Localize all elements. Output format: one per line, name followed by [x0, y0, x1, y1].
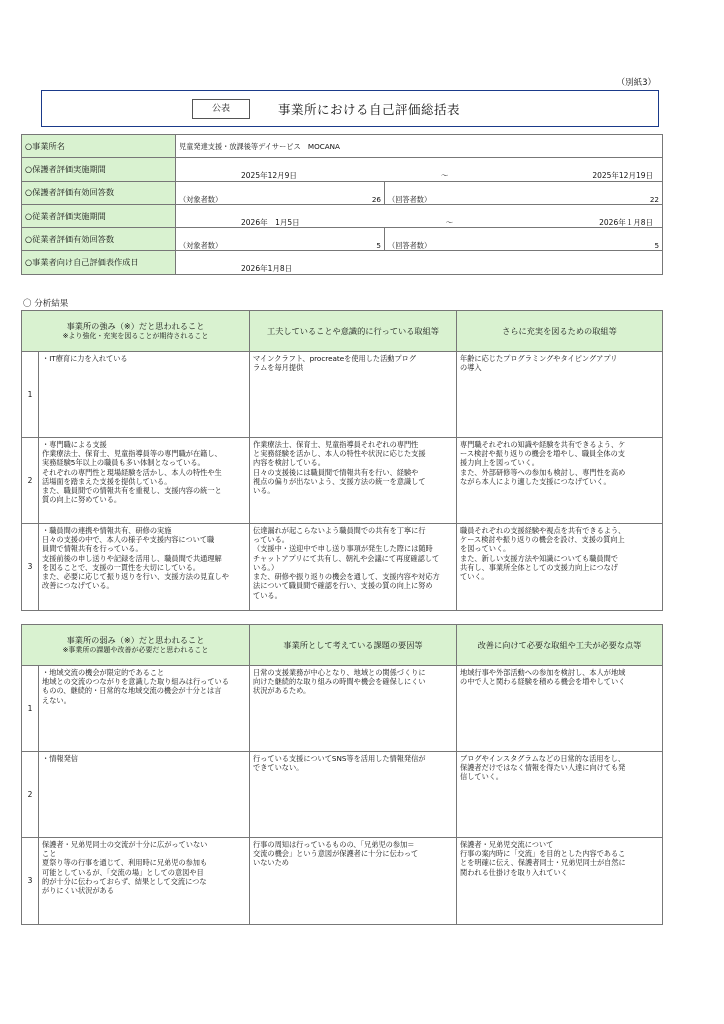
- staff-valid-label: ○従業者評価有効回答数: [22, 228, 176, 251]
- table-row: [22, 838, 663, 925]
- staff-period-value: [176, 204, 663, 227]
- staff-target-value: 5: [376, 241, 381, 251]
- cause-cell: 行っている支援についてSNS等を活用した情報発信が できていない。: [250, 752, 457, 838]
- strengths-efforts-header: 工夫していることや意識的に行っている取組等: [250, 311, 457, 352]
- improve-cell: 専門職それぞれの知識や経験を共有できるよう、ケ ース検討や振り返りの機会を増やし、職員全体の支 援力向上を図っていく。 また、外部研修等への参加も検討し、専門性を高め ながら本人により適した支援につなげていく。: [457, 438, 663, 524]
- row-number: 3: [22, 524, 39, 611]
- public-badge: 公表: [192, 99, 250, 119]
- action-cell: 保護者・兄弟児交流について 行事の案内時に「交流」を目的とした内容であるこ とを明確に伝え、保護者同士・兄弟児同士が自然に 関われる仕掛けを取り入れていく: [457, 838, 663, 925]
- strength-cell: ・専門職による支援 作業療法士、保育士、児童指導員等の専門職が在籍し、 実務経験5年以上の職員も多い体制となっている。 それぞれの専門性と現場経験を活かし、本人の特性や生 活場面を踏まえた支援を提供している。 また、職員間での情報共有を重視し、支援内容の統一と 質の向上に努めている。: [39, 438, 250, 524]
- weakness-cell: ・情報発信: [39, 752, 250, 838]
- weaknesses-table: [21, 624, 663, 925]
- target-count-label: （対象者数）: [179, 241, 223, 251]
- strengths-improve-header: さらに充実を図るための取組等: [457, 311, 663, 352]
- effort-cell: マインクラフト、procreateを使用した活動プログ ラムを毎月提供: [250, 352, 457, 438]
- action-cell: ブログやインスタグラムなどの日常的な活用をし、 保護者だけではなく情報を得たい人達に向けても発 信していく。: [457, 752, 663, 838]
- improve-cell: 職員それぞれの支援経験や視点を共有できるよう、 ケース検討や振り返りの機会を設け、支援の質向上 を図っていく。 また、新しい支援方法や知識についても職員間で 共有し、事業所全体としての支援力向上につなげ ていく。: [457, 524, 663, 611]
- strengths-header: [22, 311, 250, 352]
- office-name-label: ○事業所名: [22, 135, 176, 158]
- strengths-header-title: 事業所の強み（※）だと思われること: [66, 321, 205, 332]
- created-date-value: [176, 251, 663, 274]
- staff-answer-value: 5: [654, 241, 660, 251]
- cause-cell: 行事の周知は行っているものの、「兄弟児の参加＝ 交流の機会」という意図が保護者に十分に伝わって いないため: [250, 838, 457, 925]
- action-cell: 地域行事や外部活動への参加を検討し、本人が地域 の中で人と関わる経験を積める機会を増やしていく: [457, 666, 663, 752]
- staff-target-cell: [176, 228, 385, 251]
- title-box: [41, 90, 659, 127]
- target-count-label: （対象者数）: [179, 194, 223, 204]
- guardian-answer-value: 22: [649, 194, 660, 204]
- guardian-period-value: [176, 158, 663, 181]
- office-name-value: 児童発達支援・放課後等デイサービス MOCANA: [176, 135, 663, 158]
- weaknesses-header-note: ※事業所の課題や改善が必要だと思われること: [62, 645, 209, 654]
- guardian-target-value: 26: [371, 194, 381, 204]
- attachment-label: （別紙3）: [616, 78, 656, 88]
- guardian-answer-cell: [385, 181, 663, 204]
- guardian-period-start: 2025年12月9日: [241, 171, 297, 180]
- cause-cell: 日常の支援業務が中心となり、地域との関係づくりに 向けた継続的な取り組みの時間や機会を確保しにくい 状況があるため。: [250, 666, 457, 752]
- guardian-period-end: 2025年12月19日: [592, 171, 653, 180]
- table-row: [22, 752, 663, 838]
- info-table: [21, 134, 663, 275]
- staff-answer-cell: [385, 228, 663, 251]
- improve-cell: 年齢に応じたプログラミングやタイピングアプリ の導入: [457, 352, 663, 438]
- effort-cell: 作業療法士、保育士、児童指導員それぞれの専門性 と実務経験を活かし、本人の特性や状況に応じた支援 内容を検討している。 日々の支援後には職員間で情報共有を行い、経験や 視点の偏りが出ないよう、支援方法の統一を意識して いる。: [250, 438, 457, 524]
- row-number: 3: [22, 838, 39, 925]
- answer-count-label: （回答者数）: [388, 194, 432, 204]
- row-number: 1: [22, 352, 39, 438]
- created-date-label: ○事業者向け自己評価表作成日: [22, 251, 176, 274]
- created-date: 2026年1月8日: [241, 264, 293, 274]
- guardian-target-cell: [176, 181, 385, 204]
- strength-cell: ・職員間の連携や情報共有、研修の実施 日々の支援の中で、本人の様子や支援内容について職 員間で情報共有を行っている。 支援前後の申し送りや記録を活用し、職員間で共通理解 を図ることで、支援の一貫性を大切にしている。 また、必要に応じて振り返りを行い、支援方法の見直しや 改善につなげている。: [39, 524, 250, 611]
- weakness-cell: 保護者・兄弟児同士の交流が十分に広がっていない こと 夏祭り等の行事を通じて、利用時に兄弟児の参加も 可能としているが、「交流の場」としての意図や目 的が十分に伝わっておらず、結果として交流につな がりにくい状況がある: [39, 838, 250, 925]
- spacer: [21, 611, 662, 621]
- weaknesses-causes-header: 事業所として考えている課題の要因等: [250, 625, 457, 666]
- page-title: 事業所における自己評価総括表: [278, 102, 461, 117]
- staff-period-end: 2026年１月8日: [599, 217, 653, 227]
- row-number: 1: [22, 666, 39, 752]
- strengths-table: [21, 310, 663, 611]
- row-number: 2: [22, 752, 39, 838]
- weaknesses-header: [22, 625, 250, 666]
- section-title: 〇 分析結果: [23, 299, 69, 309]
- guardian-period-label: ○保護者評価実施期間: [22, 158, 176, 181]
- staff-period-label: ○従業者評価実施期間: [22, 204, 176, 227]
- staff-period-start: 2026年 1月5日: [241, 217, 300, 227]
- table-row: [22, 666, 663, 752]
- row-number: 2: [22, 438, 39, 524]
- table-row: [22, 352, 663, 438]
- weakness-cell: ・地域交流の機会が限定的であること 地域との交流のつながりを意識した取り組みは行っている ものの、継続的・日常的な地域交流の機会が十分とは言 えない。: [39, 666, 250, 752]
- guardian-valid-label: ○保護者評価有効回答数: [22, 181, 176, 204]
- effort-cell: 伝達漏れが起こらないよう職員間での共有を丁寧に行 っている。 （支援中・送迎中で申し送り事項が発生した際には随時 チャットアプリにて共有し、朝礼や会議にて再度確認して いる。） また、研修や振り返りの機会を通して、支援内容や対応方 法について職員間で確認を行い、支援の質の向上に努め ている。: [250, 524, 457, 611]
- table-row: [22, 438, 663, 524]
- answer-count-label: （回答者数）: [388, 241, 432, 251]
- strengths-header-note: ※より強化・充実を図ることが期待されること: [62, 331, 209, 340]
- guardian-period-tilde: ～: [440, 171, 449, 180]
- staff-period-tilde: ～: [445, 217, 454, 227]
- strength-cell: ・IT療育に力を入れている: [39, 352, 250, 438]
- table-row: [22, 524, 663, 611]
- weaknesses-actions-header: 改善に向けて必要な取組や工夫が必要な点等: [457, 625, 663, 666]
- weaknesses-header-title: 事業所の弱み（※）だと思われること: [66, 635, 205, 646]
